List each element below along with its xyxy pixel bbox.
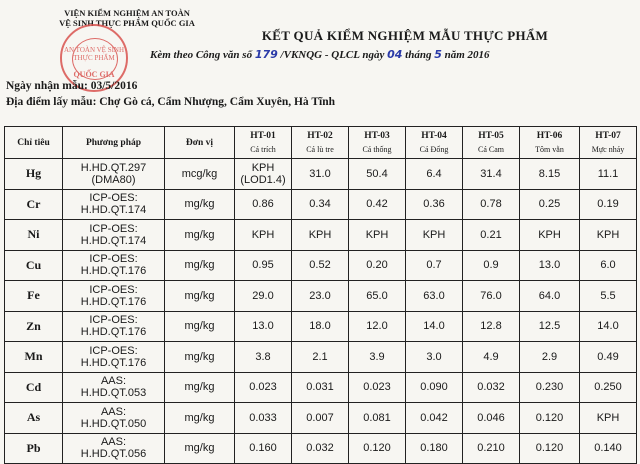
method-line-2: H.HD.QT.050 — [80, 417, 147, 430]
value-cell: KPH — [235, 220, 292, 251]
table-row — [5, 342, 637, 373]
unit-cell: mg/kg — [165, 281, 235, 312]
value-cell: 0.031 — [292, 372, 349, 403]
value-cell: 8.15 — [520, 159, 580, 190]
value-cell: KPH — [349, 220, 406, 251]
reference-month-label: tháng — [405, 49, 432, 61]
value-cell: KPH — [520, 220, 580, 251]
analyte-cell: Ni — [5, 220, 63, 251]
value-cell: 76.0 — [463, 281, 520, 312]
institute-line-1: VIỆN KIỂM NGHIỆM AN TOÀN — [64, 8, 190, 18]
value-cell: KPH — [580, 403, 637, 434]
method-line-1: AAS: — [100, 405, 127, 418]
value-cell: 6.4 — [406, 159, 463, 190]
stamp-text: AN TOÀN VỆ SINH THỰC PHẨM — [63, 46, 125, 62]
unit-cell: mg/kg — [165, 372, 235, 403]
method-line-2: H.HD.QT.176 — [80, 326, 147, 339]
location-value: Chợ Gò cá, Cẩm Nhượng, Cẩm Xuyên, Hà Tĩnh — [99, 96, 336, 108]
value-cell: 12.5 — [520, 311, 580, 342]
value-cell: KPH — [580, 220, 637, 251]
value-cell: 0.033 — [235, 403, 292, 434]
value-cell: 0.95 — [235, 250, 292, 281]
sample-code: HT-01 — [250, 131, 276, 141]
col-header-sample — [580, 127, 637, 159]
analyte-cell: Pb — [5, 433, 63, 464]
doc-month: 5 — [434, 48, 442, 61]
value-cell: 0.120 — [520, 433, 580, 464]
method-line-2: H.HD.QT.174 — [80, 204, 147, 217]
sample-code: HT-02 — [307, 131, 333, 141]
method-line-1: ICP-OES: — [89, 283, 138, 296]
sample-code: HT-05 — [478, 131, 504, 141]
analyte-cell: Fe — [5, 281, 63, 312]
value-cell: 0.7 — [406, 250, 463, 281]
sample-code: HT-07 — [595, 131, 621, 141]
page-title: KẾT QUẢ KIỂM NGHIỆM MẪU THỰC PHẨM — [261, 28, 549, 43]
unit-cell: mcg/kg — [165, 159, 235, 190]
reference-prefix: Kèm theo Công văn số — [150, 49, 253, 61]
method-cell — [63, 433, 165, 464]
value-cell: 0.081 — [349, 403, 406, 434]
value-cell: 11.1 — [580, 159, 637, 190]
value-cell: 0.21 — [463, 220, 520, 251]
value-cell: 0.046 — [463, 403, 520, 434]
col-header-phuong-phap: Phương pháp — [63, 127, 165, 159]
value-cell: 0.032 — [463, 372, 520, 403]
value-cell: KPH (LOD1.4) — [235, 159, 292, 190]
method-line-1: ICP-OES: — [89, 222, 138, 235]
table-row — [5, 159, 637, 190]
sample-code: HT-03 — [364, 131, 390, 141]
value-cell: 0.86 — [235, 189, 292, 220]
value-cell: 0.210 — [463, 433, 520, 464]
value-cell: 0.032 — [292, 433, 349, 464]
reference-line — [150, 48, 490, 61]
value-cell: 12.0 — [349, 311, 406, 342]
method-line-2: H.HD.QT.176 — [80, 356, 147, 369]
method-cell — [63, 342, 165, 373]
method-cell — [63, 159, 165, 190]
sample-name: Tôm vằn — [535, 145, 564, 154]
method-line-1: ICP-OES: — [89, 253, 138, 266]
value-cell: 13.0 — [520, 250, 580, 281]
value-cell: 12.8 — [463, 311, 520, 342]
method-line-1: AAS: — [100, 436, 127, 449]
value-cell: 64.0 — [520, 281, 580, 312]
table-row — [5, 433, 637, 464]
value-cell: 0.42 — [349, 189, 406, 220]
table-header-row — [5, 127, 637, 159]
value-cell: KPH — [406, 220, 463, 251]
analyte-cell: Zn — [5, 311, 63, 342]
sample-name: Cá thống — [362, 145, 392, 154]
value-cell: 0.230 — [520, 372, 580, 403]
value-cell: 0.023 — [235, 372, 292, 403]
location-label: Địa điểm lấy mẫu: — [6, 96, 97, 108]
sample-name: Cá Đổng — [419, 145, 449, 154]
analyte-cell: Cr — [5, 189, 63, 220]
table-row — [5, 281, 637, 312]
value-cell: 0.25 — [520, 189, 580, 220]
sample-name: Cá trích — [250, 145, 276, 154]
unit-cell: mg/kg — [165, 433, 235, 464]
table-row — [5, 189, 637, 220]
method-line-1: ICP-OES: — [89, 314, 138, 327]
value-cell: 0.120 — [349, 433, 406, 464]
sampling-location-line — [6, 96, 335, 108]
value-cell: 2.1 — [292, 342, 349, 373]
value-cell: 0.19 — [580, 189, 637, 220]
col-header-sample — [349, 127, 406, 159]
method-line-2: H.HD.QT.056 — [80, 448, 147, 461]
col-header-don-vi: Đơn vị — [165, 127, 235, 159]
sample-name: Cá lù tre — [306, 145, 334, 154]
value-cell: KPH — [292, 220, 349, 251]
value-cell: 29.0 — [235, 281, 292, 312]
col-header-sample — [406, 127, 463, 159]
stamp-text-2: QUỐC GIA — [73, 70, 115, 79]
value-cell: 0.140 — [580, 433, 637, 464]
unit-cell: mg/kg — [165, 342, 235, 373]
value-cell: 0.34 — [292, 189, 349, 220]
method-line-2: (DMA80) — [91, 173, 136, 186]
value-cell: 63.0 — [406, 281, 463, 312]
method-line-2: H.HD.QT.176 — [80, 295, 147, 308]
col-header-sample — [520, 127, 580, 159]
institute-name — [52, 8, 202, 28]
value-cell: 6.0 — [580, 250, 637, 281]
reference-year: năm 2016 — [444, 49, 490, 61]
value-cell: 0.023 — [349, 372, 406, 403]
sample-name: Cá Cam — [478, 145, 504, 154]
table-row — [5, 372, 637, 403]
method-line-1: ICP-OES: — [89, 192, 138, 205]
unit-cell: mg/kg — [165, 220, 235, 251]
value-cell: 4.9 — [463, 342, 520, 373]
value-cell: 0.36 — [406, 189, 463, 220]
method-line-1: AAS: — [100, 375, 127, 388]
col-header-sample — [292, 127, 349, 159]
analyte-cell: Mn — [5, 342, 63, 373]
received-date: 03/5/2016 — [90, 80, 138, 92]
col-header-sample — [463, 127, 520, 159]
value-cell: 13.0 — [235, 311, 292, 342]
table-row — [5, 403, 637, 434]
value-cell: 31.0 — [292, 159, 349, 190]
col-header-sample — [235, 127, 292, 159]
value-cell: 14.0 — [406, 311, 463, 342]
value-cell: 50.4 — [349, 159, 406, 190]
analyte-cell: As — [5, 403, 63, 434]
doc-number: 179 — [254, 48, 278, 61]
value-cell: 0.180 — [406, 433, 463, 464]
value-cell: 18.0 — [292, 311, 349, 342]
sample-code: HT-06 — [536, 131, 563, 141]
reference-mid: /VKNQG - QLCL ngày — [280, 49, 385, 61]
analyte-cell: Hg — [5, 159, 63, 190]
value-cell: 0.52 — [292, 250, 349, 281]
sample-code: HT-04 — [421, 131, 447, 141]
value-cell: 0.9 — [463, 250, 520, 281]
method-line-2: H.HD.QT.176 — [80, 265, 147, 278]
value-cell: 5.5 — [580, 281, 637, 312]
received-date-line — [6, 80, 137, 92]
value-cell: 0.090 — [406, 372, 463, 403]
value-cell: 0.49 — [580, 342, 637, 373]
value-cell: 65.0 — [349, 281, 406, 312]
value-cell: 0.20 — [349, 250, 406, 281]
method-line-2: H.HD.QT.174 — [80, 234, 147, 247]
value-cell: 3.8 — [235, 342, 292, 373]
value-cell: 0.160 — [235, 433, 292, 464]
method-cell — [63, 189, 165, 220]
analyte-cell: Cd — [5, 372, 63, 403]
method-line-1: H.HD.QT.297 — [80, 161, 147, 174]
table-row — [5, 311, 637, 342]
method-cell — [63, 281, 165, 312]
unit-cell: mg/kg — [165, 403, 235, 434]
method-cell — [63, 403, 165, 434]
value-cell: 0.120 — [520, 403, 580, 434]
method-cell — [63, 220, 165, 251]
col-header-chi-tieu: Chỉ tiêu — [5, 127, 63, 159]
value-cell: 3.0 — [406, 342, 463, 373]
value-cell: 0.042 — [406, 403, 463, 434]
received-label: Ngày nhận mẫu: — [6, 80, 88, 92]
results-table — [4, 126, 637, 464]
institute-line-2: VỆ SINH THỰC PHẨM QUỐC GIA — [59, 18, 195, 28]
value-cell: 23.0 — [292, 281, 349, 312]
sample-name: Mực nháy — [591, 145, 625, 154]
value-cell: 0.250 — [580, 372, 637, 403]
analyte-cell: Cu — [5, 250, 63, 281]
unit-cell: mg/kg — [165, 189, 235, 220]
method-cell — [63, 311, 165, 342]
value-cell: 2.9 — [520, 342, 580, 373]
value-cell: 0.78 — [463, 189, 520, 220]
value-cell: 0.007 — [292, 403, 349, 434]
table-row — [5, 220, 637, 251]
method-cell — [63, 250, 165, 281]
method-line-1: ICP-OES: — [89, 344, 138, 357]
table-body — [5, 159, 637, 464]
unit-cell: mg/kg — [165, 250, 235, 281]
doc-day: 04 — [387, 48, 403, 61]
value-cell: 14.0 — [580, 311, 637, 342]
table-row — [5, 250, 637, 281]
value-cell: 3.9 — [349, 342, 406, 373]
method-cell — [63, 372, 165, 403]
value-cell: 31.4 — [463, 159, 520, 190]
method-line-2: H.HD.QT.053 — [80, 387, 147, 400]
unit-cell: mg/kg — [165, 311, 235, 342]
